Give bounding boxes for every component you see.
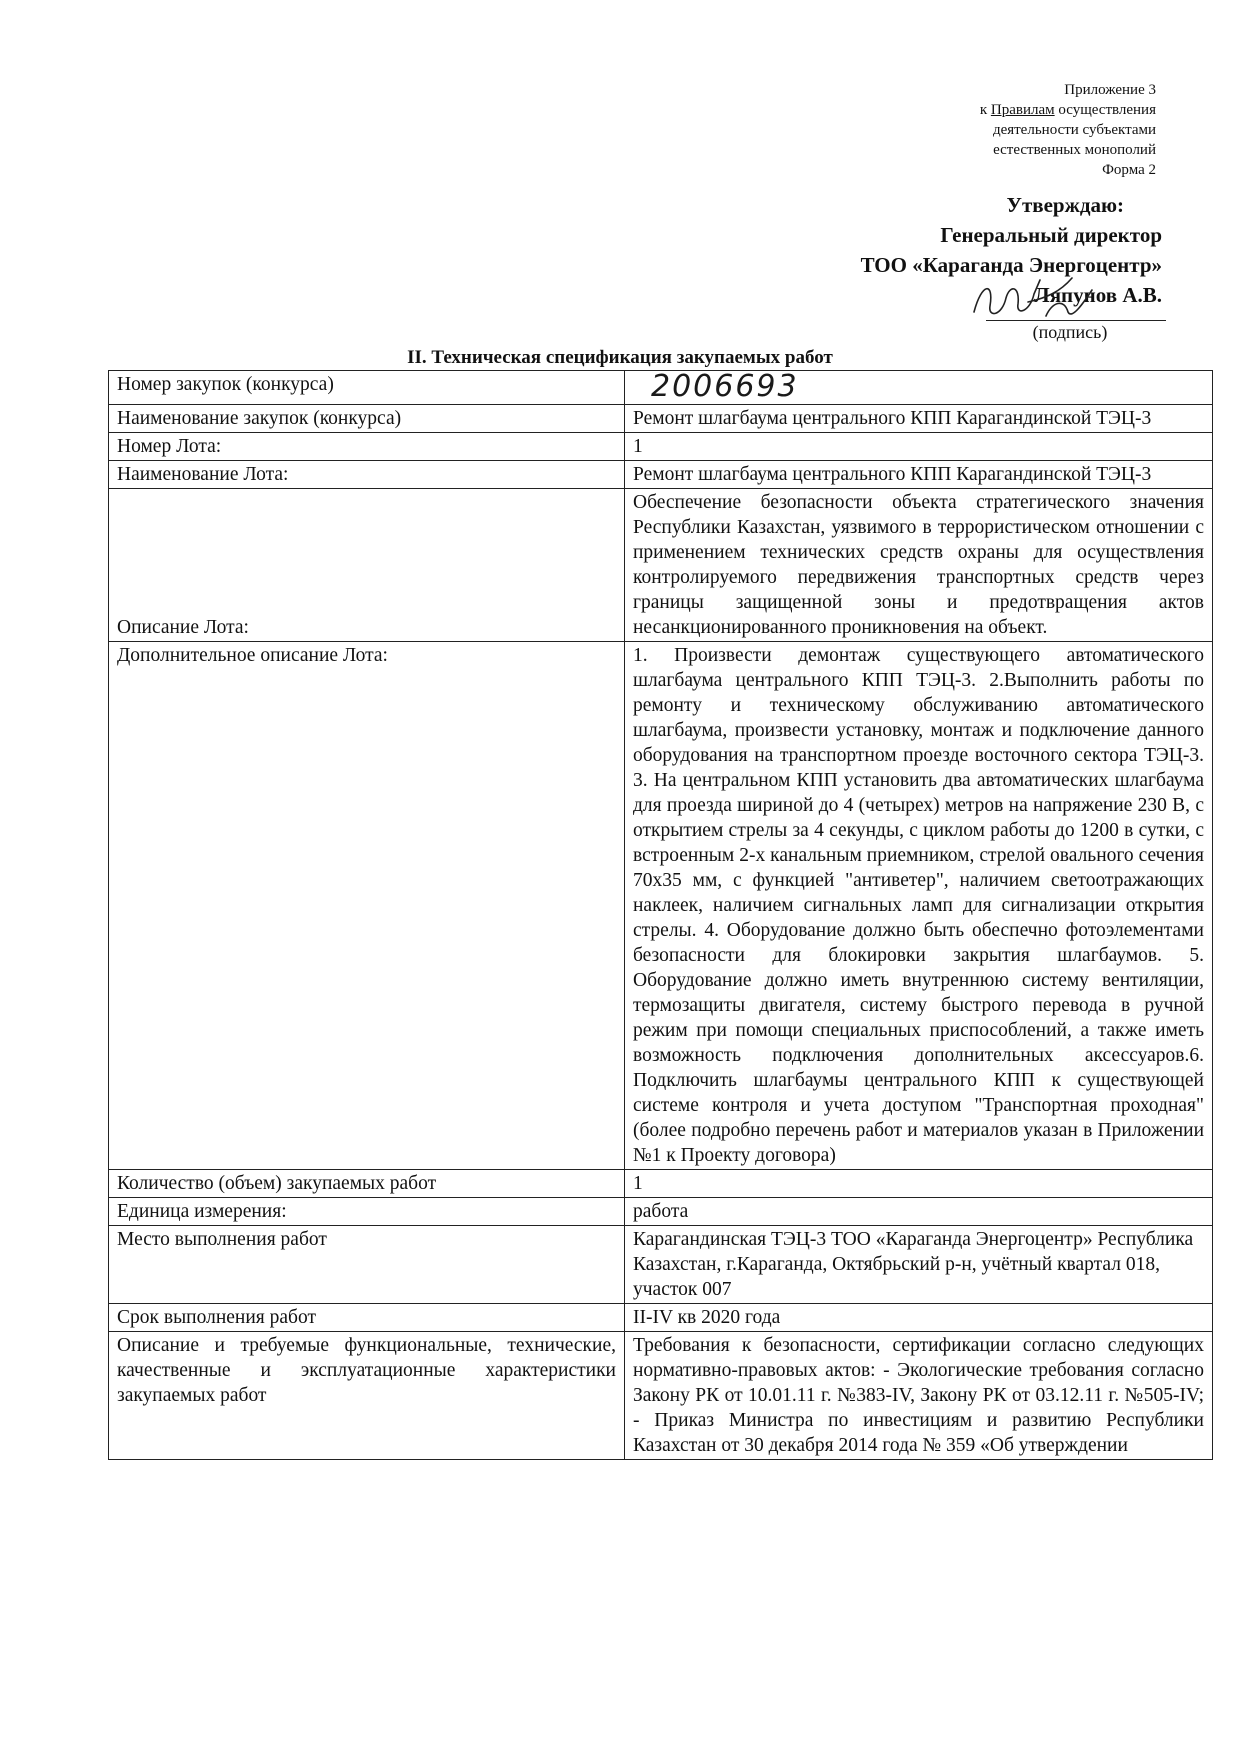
handwritten-signature xyxy=(968,272,1098,324)
form-number: Форма 2 xyxy=(1102,162,1156,178)
appendix-line: деятельности субъектами xyxy=(992,122,1156,138)
row-value: Обеспечение безопасности объекта стратегического значения Республики Казахстан, уязвимого в террористическом отношении с применением технических средств охраны для осуществления контролируемого передвижения транспортных средств через границы защищенной зоны и предотвращения актов несанкционированного проникновения на объект. xyxy=(625,489,1213,642)
approver-company: ТОО «Караганда Энергоцентр» xyxy=(860,253,1162,277)
table-row xyxy=(109,1198,1213,1226)
approval-heading: Утверждаю: xyxy=(1006,193,1124,217)
row-label: Описание и требуемые функциональные, технические, качественные и эксплуатационные характеристики закупаемых работ xyxy=(109,1332,625,1460)
table-row xyxy=(109,489,1213,642)
handwritten-number: 2006693 xyxy=(651,369,799,404)
row-value: Ремонт шлагбаума центрального КПП Карагандинской ТЭЦ-3 xyxy=(625,461,1213,489)
table-row xyxy=(109,405,1213,433)
row-value: Ремонт шлагбаума центрального КПП Карагандинской ТЭЦ-3 xyxy=(625,405,1213,433)
row-label: Описание Лота: xyxy=(109,489,625,642)
row-label: Дополнительное описание Лота: xyxy=(109,642,625,1170)
table-row xyxy=(109,433,1213,461)
appendix-line: Приложение 3 xyxy=(1064,82,1156,98)
row-value: 1 xyxy=(625,1170,1213,1198)
row-label: Срок выполнения работ xyxy=(109,1304,625,1332)
row-label: Количество (объем) закупаемых работ xyxy=(109,1170,625,1198)
appendix-line xyxy=(796,100,1156,120)
table-row xyxy=(109,371,1213,405)
row-value: 1 xyxy=(625,433,1213,461)
table-row xyxy=(109,1170,1213,1198)
row-label: Место выполнения работ xyxy=(109,1226,625,1304)
appendix-line: естественных монополий xyxy=(993,142,1156,158)
row-label: Единица измерения: xyxy=(109,1198,625,1226)
specification-table xyxy=(108,370,1213,1460)
table-row xyxy=(109,642,1213,1170)
row-label: Наименование Лота: xyxy=(109,461,625,489)
appendix-line-suffix: осуществления xyxy=(1054,102,1156,118)
table-row xyxy=(109,1226,1213,1304)
row-label: Номер закупок (конкурса) xyxy=(109,371,625,405)
row-value: работа xyxy=(625,1198,1213,1226)
table-row xyxy=(109,1332,1213,1460)
row-label: Номер Лота: xyxy=(109,433,625,461)
rules-link: Правилам xyxy=(990,102,1055,118)
section-title: II. Техническая спецификация закупаемых работ xyxy=(407,347,833,368)
row-value: Требования к безопасности, сертификации согласно следующих нормативно-правовых актов: - Экологические требования согласно Закону РК от 10.01.11 г. №383-IV, Закону РК от 03.12.11 г. №505-IV; - Приказ Министра по инвестициям и развитию Республики Казахстан от 30 декабря 2014 года № 359 «Об утверждении xyxy=(625,1332,1213,1460)
appendix-header xyxy=(796,80,1156,180)
table-row xyxy=(109,1304,1213,1332)
appendix-line-prefix: к xyxy=(979,102,991,118)
row-value: Карагандинская ТЭЦ-3 ТОО «Караганда Энергоцентр» Республика Казахстан, г.Караганда, Октябрьский р-н, учётный квартал 018, участок 007 xyxy=(625,1226,1213,1304)
table-row xyxy=(109,461,1213,489)
row-value: 1. Произвести демонтаж существующего автоматического шлагбаума центрального КПП ТЭЦ-3. 2.Выполнить работы по ремонту и техническому обслуживанию автоматического шлагбаума, произвести установку, монтаж и подключение данного оборудования на транспортном проезде восточного сектора ТЭЦ-3. 3. На центральном КПП установить два автоматических шлагбаума для проезда шириной до 4 (четырех) метров на напряжение 230 В, с открытием стрелы за 4 секунды, с циклом работы до 1200 в сутки, с встроенным 2-х канальным приемником, стрелой овального сечения 70х35 мм, с функцией "антиветер", наличием светоотражающих наклеек, наличием сигнальных ламп для сигнализации открытия стрелы. 4. Оборудование должно быть обеспечно фотоэлементами безопасности для блокировки закрытия шлагбаумов. 5. Оборудование должно иметь внутреннюю систему вентиляции, термозащиты двигателя, систему быстрого перевода в ручной режим при помощи специальных приспособлений, а также иметь возможность подключения дополнительных аксессуаров.6. Подключить шлагбаумы центрального КПП к существующей системе контроля и учета доступом "Транспортная проходная" (более подробно перечень работ и материалов указан в Приложении №1 к Проекту договора) xyxy=(625,642,1213,1170)
approver-position: Генеральный директор xyxy=(940,223,1162,247)
procurement-number xyxy=(625,371,1213,405)
signature-caption: (подпись) xyxy=(1032,322,1108,342)
approver-name: Ляпунов А.В. xyxy=(1034,283,1162,307)
row-label: Наименование закупок (конкурса) xyxy=(109,405,625,433)
row-value: II-IV кв 2020 года xyxy=(625,1304,1213,1332)
